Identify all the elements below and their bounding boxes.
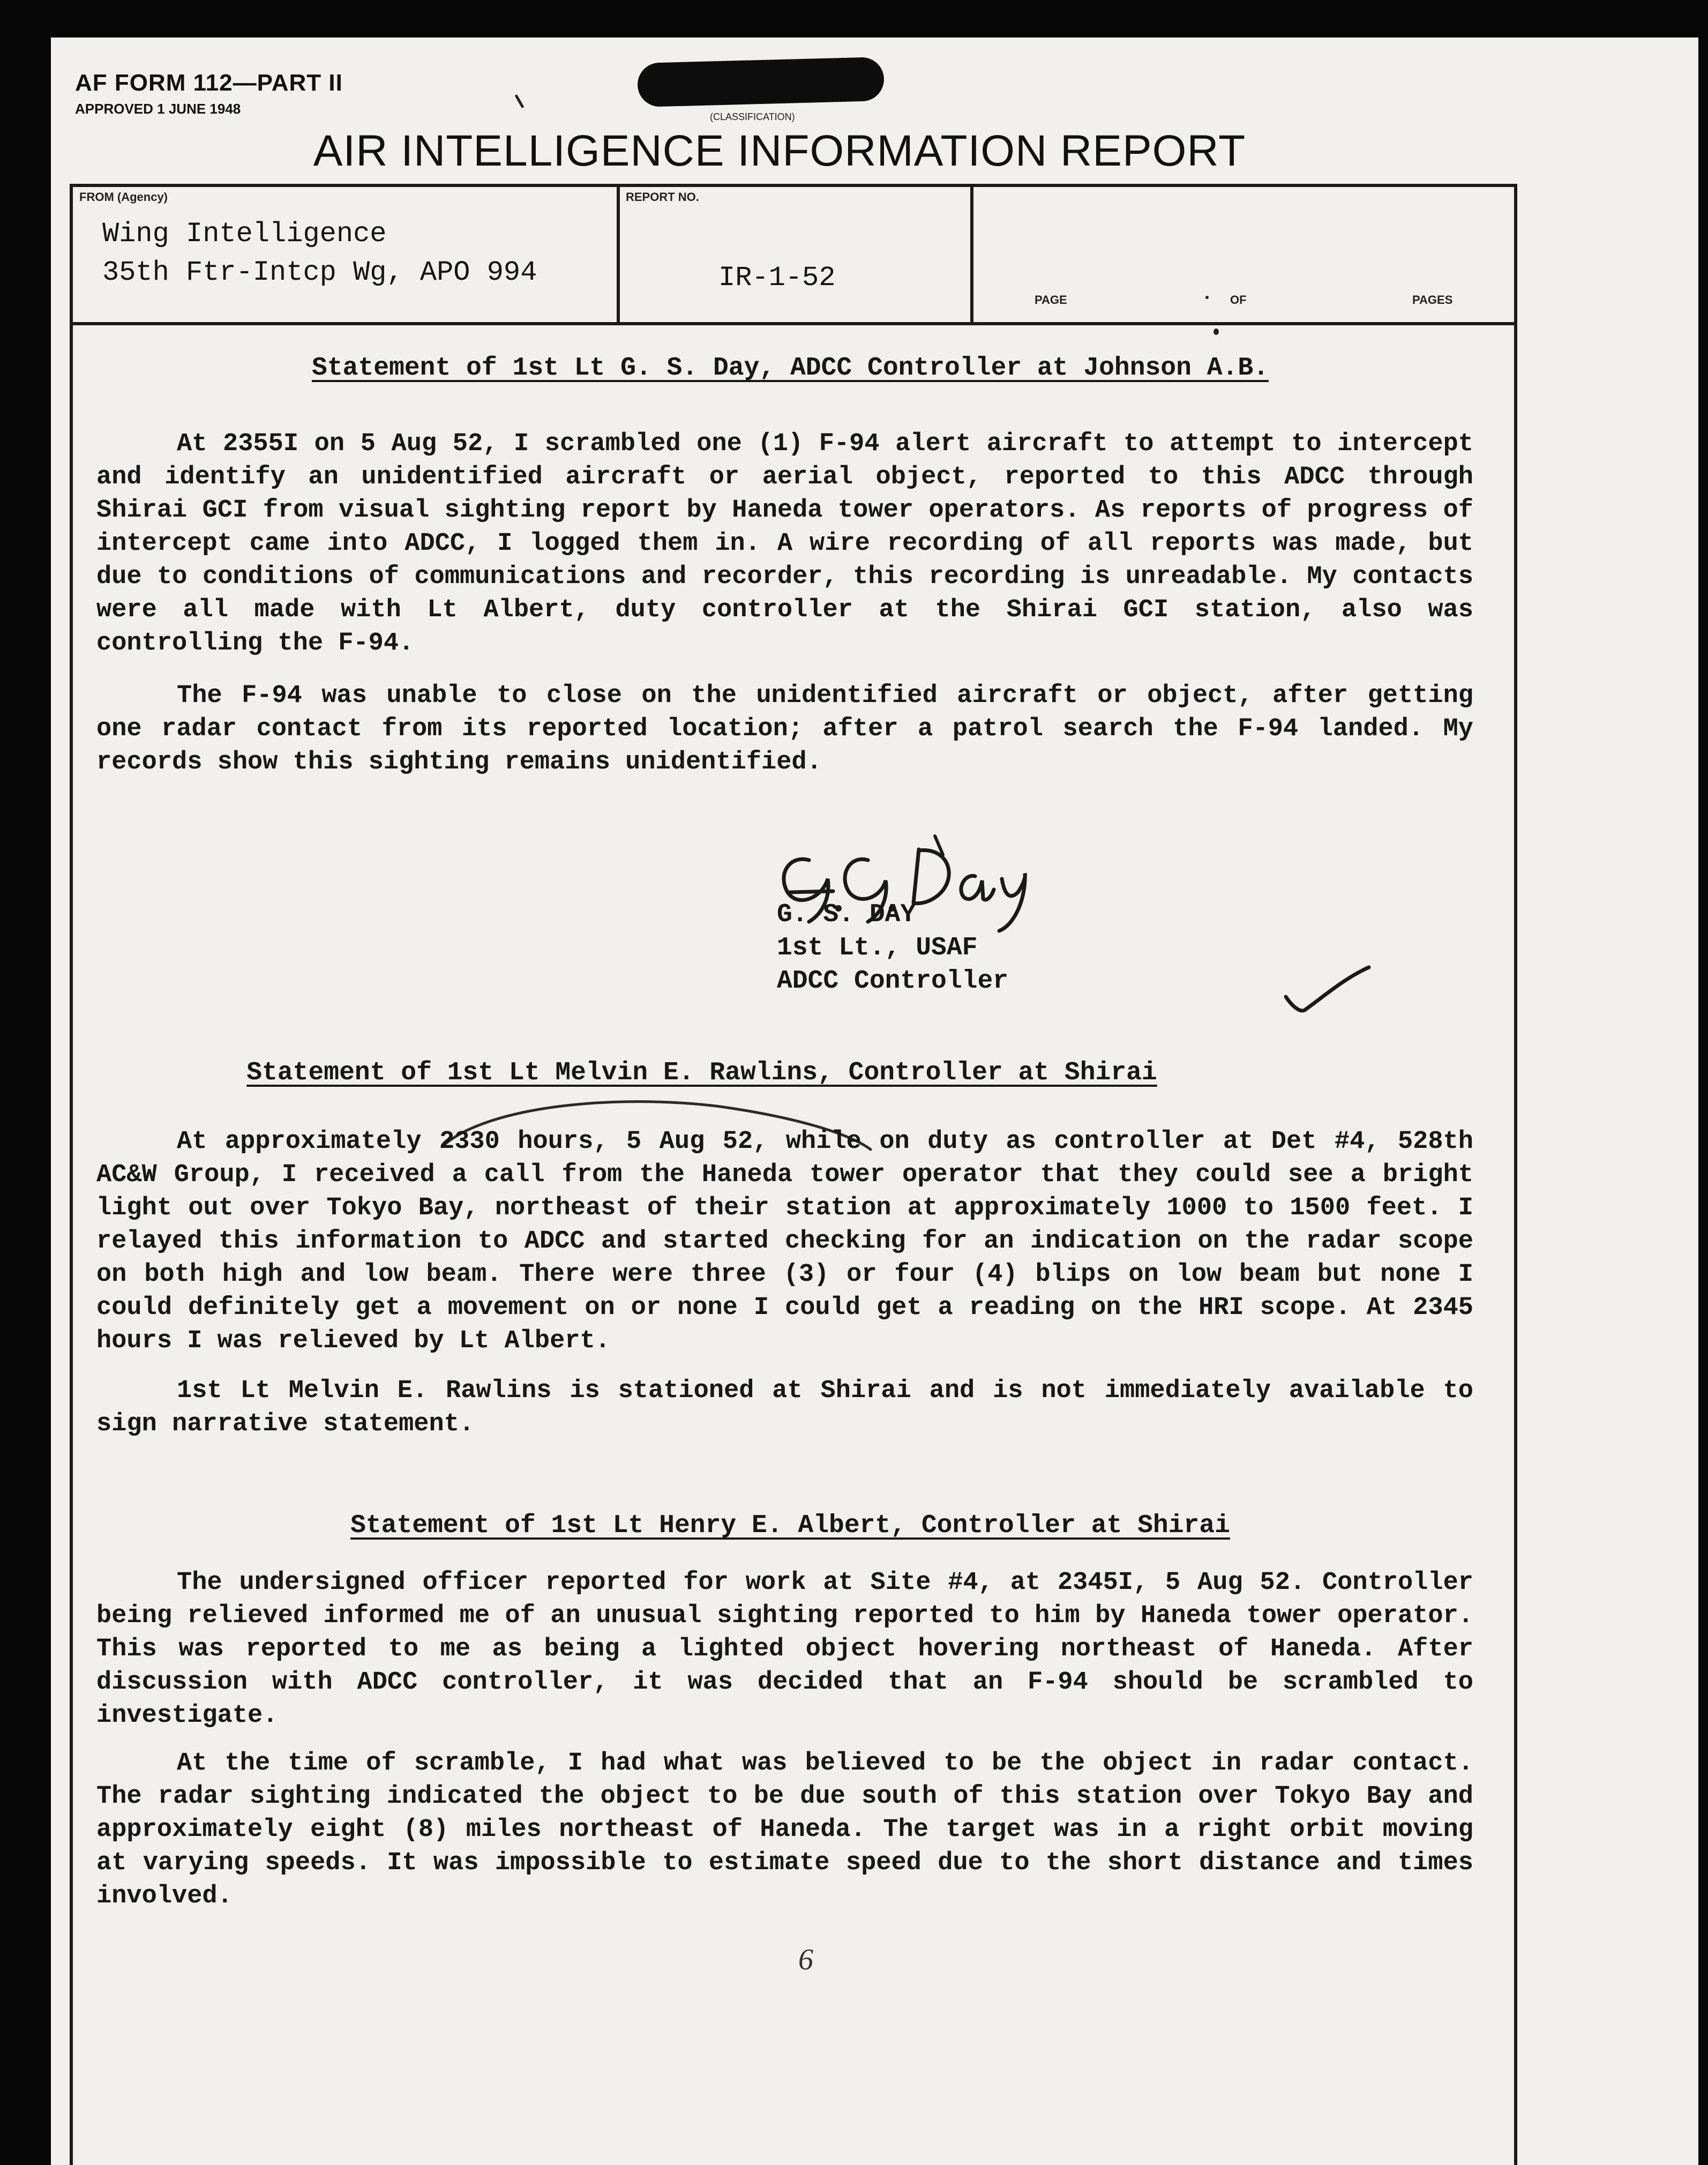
report-page	[51, 38, 1698, 2165]
of-label: OF	[1230, 293, 1247, 307]
check-mark	[1275, 959, 1382, 1024]
header-box	[70, 184, 1517, 325]
statement-3-paragraph-2: At the time of scramble, I had what was believed to be the object in radar contact. The radar sighting indicated the object to be due south of this station over Tokyo Bay and approximately eight (8) miles northeast of Haneda. The target was in a right orbit moving at varying speeds. It was impossible to estimate speed due to the short distance and times involved.	[96, 1749, 1473, 1910]
page-number: 6	[798, 1943, 813, 1976]
statement-2-paragraph-2: 1st Lt Melvin E. Rawlins is stationed at Shirai and is not immediately available to sign narrative statement.	[96, 1377, 1473, 1438]
statement-3-paragraph-1: The undersigned officer reported for work at Site #4, at 2345I, 5 Aug 52. Controller being relieved informed me of an unusual sighting reported to him by Haneda tower operator. This was reported to me as being a lighted object hovering northeast of Haneda. After discussion with ADCC controller, it was decided that an F-94 should be scrambled to investigate.	[96, 1569, 1473, 1730]
report-no-label: REPORT NO.	[626, 190, 699, 204]
approved-date: APPROVED 1 JUNE 1948	[75, 101, 241, 117]
report-number: IR-1-52	[718, 262, 836, 294]
classification-redaction	[637, 57, 885, 107]
statement-2-paragraph-1: At approximately 2330 hours, 5 Aug 52, while on duty as controller at Det #4, 528th AC&W Group, I received a call from the Haneda tower operator that they could see a bright light out over Tokyo Bay, northeast of their station at approximately 1000 to 1500 feet. I relayed this information to ADCC and started checking for an indication on the radar scope on both high and low beam. There were three (3) or four (4) blips on low beam but none I could definitely get a movement on or none I could get a reading on the HRI scope. At 2345 hours I was relieved by Lt Albert.	[96, 1128, 1473, 1355]
from-line-2: 35th Ftr-Intcp Wg, APO 994	[102, 257, 537, 288]
statement-2-heading: Statement of 1st Lt Melvin E. Rawlins, Controller at Shirai	[246, 1058, 1157, 1087]
pages-label: PAGES	[1412, 293, 1453, 307]
from-line-1: Wing Intelligence	[102, 218, 387, 250]
classification-label: (CLASSIFICATION)	[710, 111, 795, 122]
statement-1-paragraph-2: The F-94 was unable to close on the unidentified aircraft or object, after getting one radar contact from its reported location; after a patrol search the F-94 landed. My records show this sighting remains unidentified.	[96, 682, 1473, 777]
report-title: AIR INTELLIGENCE INFORMATION REPORT	[313, 126, 1246, 175]
statement-1-paragraph-1: At 2355I on 5 Aug 52, I scrambled one (1) F-94 alert aircraft to attempt to intercept and identify an unidentified aircraft or aerial object, reported to this ADCC through Shirai GCI from visual sighting report by Haneda tower operators. As reports of progress of intercept came into ADCC, I logged them in. A wire recording of all reports was made, but due to conditions of communications and recorder, this recording is unreadable. My contacts were all made with Lt Albert, duty controller at the Shirai GCI station, also was controlling the F-94.	[96, 430, 1473, 658]
signer-title: ADCC Controller	[777, 967, 1009, 996]
statement-1-heading: Statement of 1st Lt G. S. Day, ADCC Controller at Johnson A.B.	[312, 354, 1269, 383]
signer-name: G. S. DAY	[777, 900, 916, 929]
from-label: FROM (Agency)	[79, 190, 168, 204]
signer-rank: 1st Lt., USAF	[777, 934, 978, 962]
page-label: PAGE	[1035, 293, 1067, 307]
form-id: AF FORM 112—PART II	[75, 70, 343, 96]
statement-3-heading: Statement of 1st Lt Henry E. Albert, Controller at Shirai	[350, 1511, 1230, 1540]
